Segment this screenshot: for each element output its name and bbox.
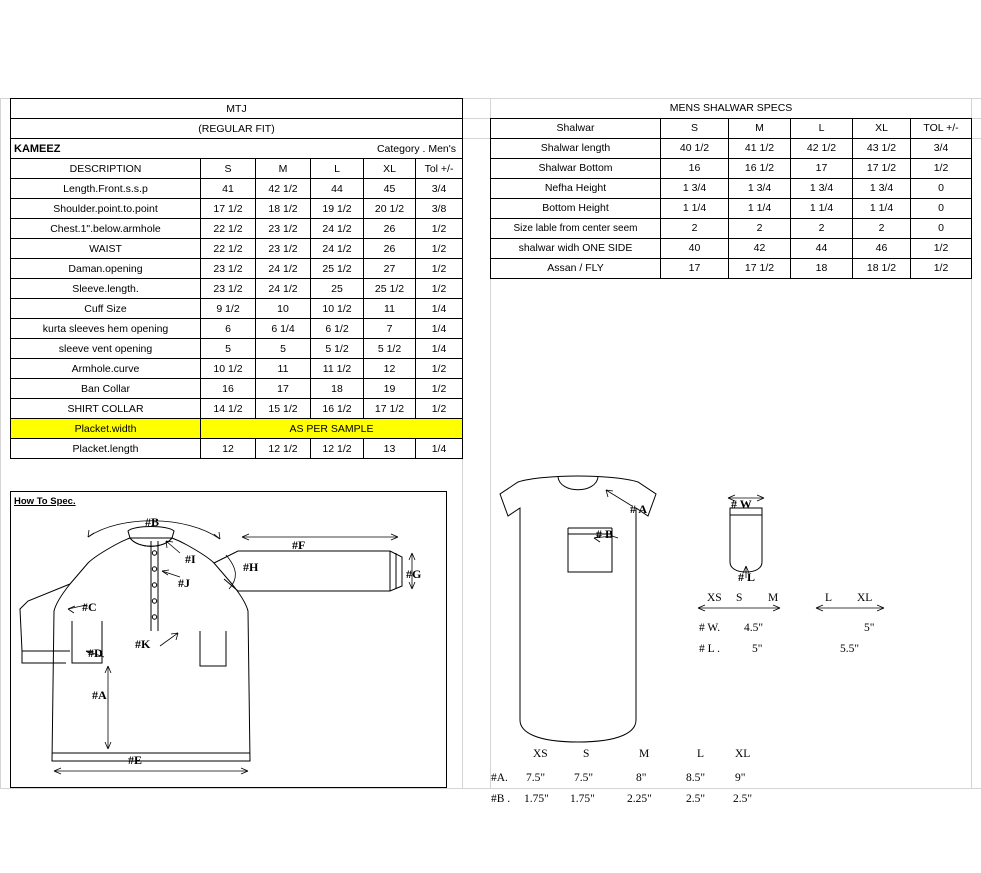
pocket-size-m: M — [768, 592, 779, 604]
cell-m: 5 — [256, 339, 311, 359]
cell-s: 6 — [201, 319, 256, 339]
bottom-b-xs: 1.75" — [524, 793, 549, 805]
cell-tol: 0 — [911, 218, 972, 238]
row-label: Placket.width — [11, 419, 201, 439]
bottom-a-s: 7.5" — [574, 772, 594, 784]
bottom-a-m: 8" — [636, 772, 647, 784]
label-i: #I — [185, 552, 196, 566]
pocket-size-xs: XS — [707, 592, 722, 604]
cell-tol: 3/4 — [911, 138, 972, 158]
pocket-l-s: 5" — [752, 643, 763, 655]
pocket-l-key: # L . — [699, 643, 720, 655]
label-j: #J — [178, 576, 190, 590]
cell-m: 17 1/2 — [729, 258, 791, 278]
kameez-spec-table — [10, 98, 463, 459]
cell-xl: 26 — [364, 219, 416, 239]
shalwar-spec-table — [490, 98, 972, 279]
bottom-size-m: M — [639, 748, 650, 760]
column-header-xl: XL — [853, 118, 911, 138]
cell-s: 22 1/2 — [201, 219, 256, 239]
cell-s: 17 1/2 — [201, 199, 256, 219]
table-row — [491, 158, 972, 178]
cell-xl: 13 — [364, 439, 416, 459]
cell-m: 24 1/2 — [256, 259, 311, 279]
grid-line — [0, 98, 1, 788]
cell-m: 23 1/2 — [256, 239, 311, 259]
label-k: #K — [135, 637, 151, 651]
cell-m: 2 — [729, 218, 791, 238]
cell-m: 1 1/4 — [729, 198, 791, 218]
cell-l: 24 1/2 — [311, 219, 364, 239]
table-row — [491, 218, 972, 238]
bottom-size-xl: XL — [735, 748, 751, 760]
row-label: Shalwar length — [491, 138, 661, 158]
label-pocket-w: # W — [731, 497, 752, 511]
cell-tol: 0 — [911, 178, 972, 198]
table-row — [11, 399, 463, 419]
section-kameez-label: KAMEEZ — [14, 142, 61, 155]
label-a: #A — [92, 688, 107, 702]
cell-xl: 27 — [364, 259, 416, 279]
row-label: Assan / FLY — [491, 258, 661, 278]
bottom-a-l: 8.5" — [686, 772, 706, 784]
cell-l: 25 — [311, 279, 364, 299]
cell-m: 24 1/2 — [256, 279, 311, 299]
cell-s: 12 — [201, 439, 256, 459]
row-label: Size lable from center seem — [491, 218, 661, 238]
cell-tol: 1/2 — [416, 399, 463, 419]
pocket-w-s: 4.5" — [744, 622, 764, 634]
table-row — [11, 259, 463, 279]
table-row — [11, 339, 463, 359]
cell-tol: 1/4 — [416, 319, 463, 339]
cell-merged-note: AS PER SAMPLE — [201, 419, 463, 439]
row-label: Sleeve.length. — [11, 279, 201, 299]
label-shalwar-a: # A — [630, 502, 648, 516]
row-label: Armhole.curve — [11, 359, 201, 379]
bottom-a-xl: 9" — [735, 772, 746, 784]
table-title-row — [11, 99, 463, 119]
label-h: #H — [243, 560, 259, 574]
row-label: Shalwar Bottom — [491, 158, 661, 178]
cell-xl: 17 1/2 — [853, 158, 911, 178]
cell-s: 40 1/2 — [661, 138, 729, 158]
cell-tol: 1/2 — [416, 219, 463, 239]
row-label: Nefha Height — [491, 178, 661, 198]
row-label: Placket.length — [11, 439, 201, 459]
column-header-description: DESCRIPTION — [11, 159, 201, 179]
table-row — [11, 179, 463, 199]
cell-m: 17 — [256, 379, 311, 399]
column-header-m: M — [256, 159, 311, 179]
category-label: Category . Men's — [376, 142, 457, 155]
cell-xl: 26 — [364, 239, 416, 259]
cell-l: 17 — [791, 158, 853, 178]
cell-xl: 18 1/2 — [853, 258, 911, 278]
column-header-shalwar: Shalwar — [491, 118, 661, 138]
table-row — [11, 199, 463, 219]
cell-tol: 1/2 — [911, 258, 972, 278]
cell-m: 42 1/2 — [256, 179, 311, 199]
cell-tol: 3/4 — [416, 179, 463, 199]
document-subtitle: (REGULAR FIT) — [11, 119, 463, 139]
pocket-w-key: # W. — [699, 622, 721, 634]
cell-xl: 25 1/2 — [364, 279, 416, 299]
pocket-size-s: S — [736, 592, 743, 604]
cell-tol: 1/2 — [416, 359, 463, 379]
label-f: #F — [292, 538, 306, 552]
cell-tol: 1/2 — [911, 158, 972, 178]
how-to-spec-label: How To Spec. — [14, 496, 76, 507]
cell-xl: 11 — [364, 299, 416, 319]
column-header-tol: TOL +/- — [911, 118, 972, 138]
cell-l: 42 1/2 — [791, 138, 853, 158]
cell-l: 24 1/2 — [311, 239, 364, 259]
cell-xl: 20 1/2 — [364, 199, 416, 219]
column-header-xl: XL — [364, 159, 416, 179]
cell-s: 23 1/2 — [201, 279, 256, 299]
cell-m: 1 3/4 — [729, 178, 791, 198]
cell-l: 12 1/2 — [311, 439, 364, 459]
cell-xl: 17 1/2 — [364, 399, 416, 419]
cell-s: 16 — [201, 379, 256, 399]
row-label: shalwar widh ONE SIDE — [491, 238, 661, 258]
cell-l: 16 1/2 — [311, 399, 364, 419]
cell-m: 23 1/2 — [256, 219, 311, 239]
column-header-m: M — [729, 118, 791, 138]
cell-m: 11 — [256, 359, 311, 379]
table-header-row — [11, 159, 463, 179]
bottom-a-key: #A. — [491, 772, 508, 784]
pocket-size-l: L — [825, 592, 833, 604]
label-b: #B — [145, 515, 160, 529]
table-section-row — [11, 139, 463, 159]
cell-m: 18 1/2 — [256, 199, 311, 219]
cell-xl: 1 1/4 — [853, 198, 911, 218]
cell-tol: 3/8 — [416, 199, 463, 219]
cell-s: 17 — [661, 258, 729, 278]
bottom-b-xl: 2.5" — [733, 793, 753, 805]
shalwar-section-title: MENS SHALWAR SPECS — [491, 98, 972, 118]
cell-tol: 0 — [911, 198, 972, 218]
row-label: Chest.1".below.armhole — [11, 219, 201, 239]
row-label: sleeve vent opening — [11, 339, 201, 359]
cell-m: 15 1/2 — [256, 399, 311, 419]
table-row — [11, 319, 463, 339]
pocket-size-xl: XL — [857, 592, 873, 604]
cell-s: 14 1/2 — [201, 399, 256, 419]
cell-s: 40 — [661, 238, 729, 258]
cell-xl: 19 — [364, 379, 416, 399]
shalwar-title-row — [491, 98, 972, 118]
cell-xl: 1 3/4 — [853, 178, 911, 198]
cell-xl: 5 1/2 — [364, 339, 416, 359]
cell-s: 16 — [661, 158, 729, 178]
cell-m: 10 — [256, 299, 311, 319]
cell-l: 1 3/4 — [791, 178, 853, 198]
cell-s: 9 1/2 — [201, 299, 256, 319]
cell-s: 1 3/4 — [661, 178, 729, 198]
bottom-size-xs: XS — [533, 748, 548, 760]
cell-m: 16 1/2 — [729, 158, 791, 178]
cell-l: 44 — [791, 238, 853, 258]
cell-tol: 1/2 — [416, 279, 463, 299]
cell-xl: 45 — [364, 179, 416, 199]
table-row — [11, 279, 463, 299]
row-label: Bottom Height — [491, 198, 661, 218]
row-label: Daman.opening — [11, 259, 201, 279]
cell-xl: 2 — [853, 218, 911, 238]
label-c: #C — [82, 600, 97, 614]
bottom-b-l: 2.5" — [686, 793, 706, 805]
cell-l: 25 1/2 — [311, 259, 364, 279]
pocket-w-l: 5" — [864, 622, 875, 634]
shalwar-header-row — [491, 118, 972, 138]
table-row — [11, 219, 463, 239]
label-shalwar-b: # B — [596, 527, 614, 541]
table-row — [491, 138, 972, 158]
label-pocket-l: # L — [738, 570, 756, 584]
cell-m: 6 1/4 — [256, 319, 311, 339]
bottom-b-key: #B . — [491, 793, 511, 805]
table-row-highlighted — [11, 419, 463, 439]
table-row — [11, 379, 463, 399]
row-label: Shoulder.point.to.point — [11, 199, 201, 219]
cell-s: 23 1/2 — [201, 259, 256, 279]
row-label: WAIST — [11, 239, 201, 259]
cell-s: 1 1/4 — [661, 198, 729, 218]
row-label: Length.Front.s.s.p — [11, 179, 201, 199]
cell-m: 42 — [729, 238, 791, 258]
column-header-l: L — [791, 118, 853, 138]
cell-l: 18 — [311, 379, 364, 399]
cell-l: 10 1/2 — [311, 299, 364, 319]
cell-tol: 1/2 — [416, 239, 463, 259]
cell-l: 5 1/2 — [311, 339, 364, 359]
cell-l: 1 1/4 — [791, 198, 853, 218]
table-row — [11, 299, 463, 319]
bottom-size-s: S — [583, 748, 590, 760]
cell-l: 18 — [791, 258, 853, 278]
column-header-l: L — [311, 159, 364, 179]
cell-tol: 1/4 — [416, 299, 463, 319]
row-label: kurta sleeves hem opening — [11, 319, 201, 339]
row-label: SHIRT COLLAR — [11, 399, 201, 419]
cell-l: 44 — [311, 179, 364, 199]
cell-xl: 43 1/2 — [853, 138, 911, 158]
cell-m: 12 1/2 — [256, 439, 311, 459]
cell-s: 10 1/2 — [201, 359, 256, 379]
cell-tol: 1/4 — [416, 439, 463, 459]
cell-m: 41 1/2 — [729, 138, 791, 158]
cell-xl: 12 — [364, 359, 416, 379]
label-e: #E — [128, 753, 143, 767]
column-header-s: S — [201, 159, 256, 179]
table-row — [491, 238, 972, 258]
table-row — [11, 439, 463, 459]
cell-s: 5 — [201, 339, 256, 359]
table-row — [491, 258, 972, 278]
label-d: #D — [88, 646, 103, 660]
cell-xl: 7 — [364, 319, 416, 339]
cell-tol: 1/4 — [416, 339, 463, 359]
cell-xl: 46 — [853, 238, 911, 258]
table-row — [11, 359, 463, 379]
shalwar-technical-drawing — [460, 460, 981, 820]
column-header-tol: Tol +/- — [416, 159, 463, 179]
bottom-b-s: 1.75" — [570, 793, 595, 805]
table-row — [491, 198, 972, 218]
row-label: Cuff Size — [11, 299, 201, 319]
cell-l: 6 1/2 — [311, 319, 364, 339]
row-label: Ban Collar — [11, 379, 201, 399]
bottom-b-m: 2.25" — [627, 793, 652, 805]
cell-tol: 1/2 — [416, 379, 463, 399]
cell-tol: 1/2 — [416, 259, 463, 279]
cell-l: 19 1/2 — [311, 199, 364, 219]
table-row — [11, 239, 463, 259]
cell-l: 2 — [791, 218, 853, 238]
pocket-l-l: 5.5" — [840, 643, 860, 655]
label-g: #G — [406, 567, 422, 581]
cell-s: 22 1/2 — [201, 239, 256, 259]
cell-tol: 1/2 — [911, 238, 972, 258]
column-header-s: S — [661, 118, 729, 138]
table-subtitle-row — [11, 119, 463, 139]
cell-l: 11 1/2 — [311, 359, 364, 379]
kameez-technical-drawing — [10, 491, 447, 788]
bottom-size-l: L — [697, 748, 705, 760]
cell-s: 41 — [201, 179, 256, 199]
document-title: MTJ — [11, 99, 463, 119]
bottom-a-xs: 7.5" — [526, 772, 546, 784]
cell-s: 2 — [661, 218, 729, 238]
table-row — [491, 178, 972, 198]
